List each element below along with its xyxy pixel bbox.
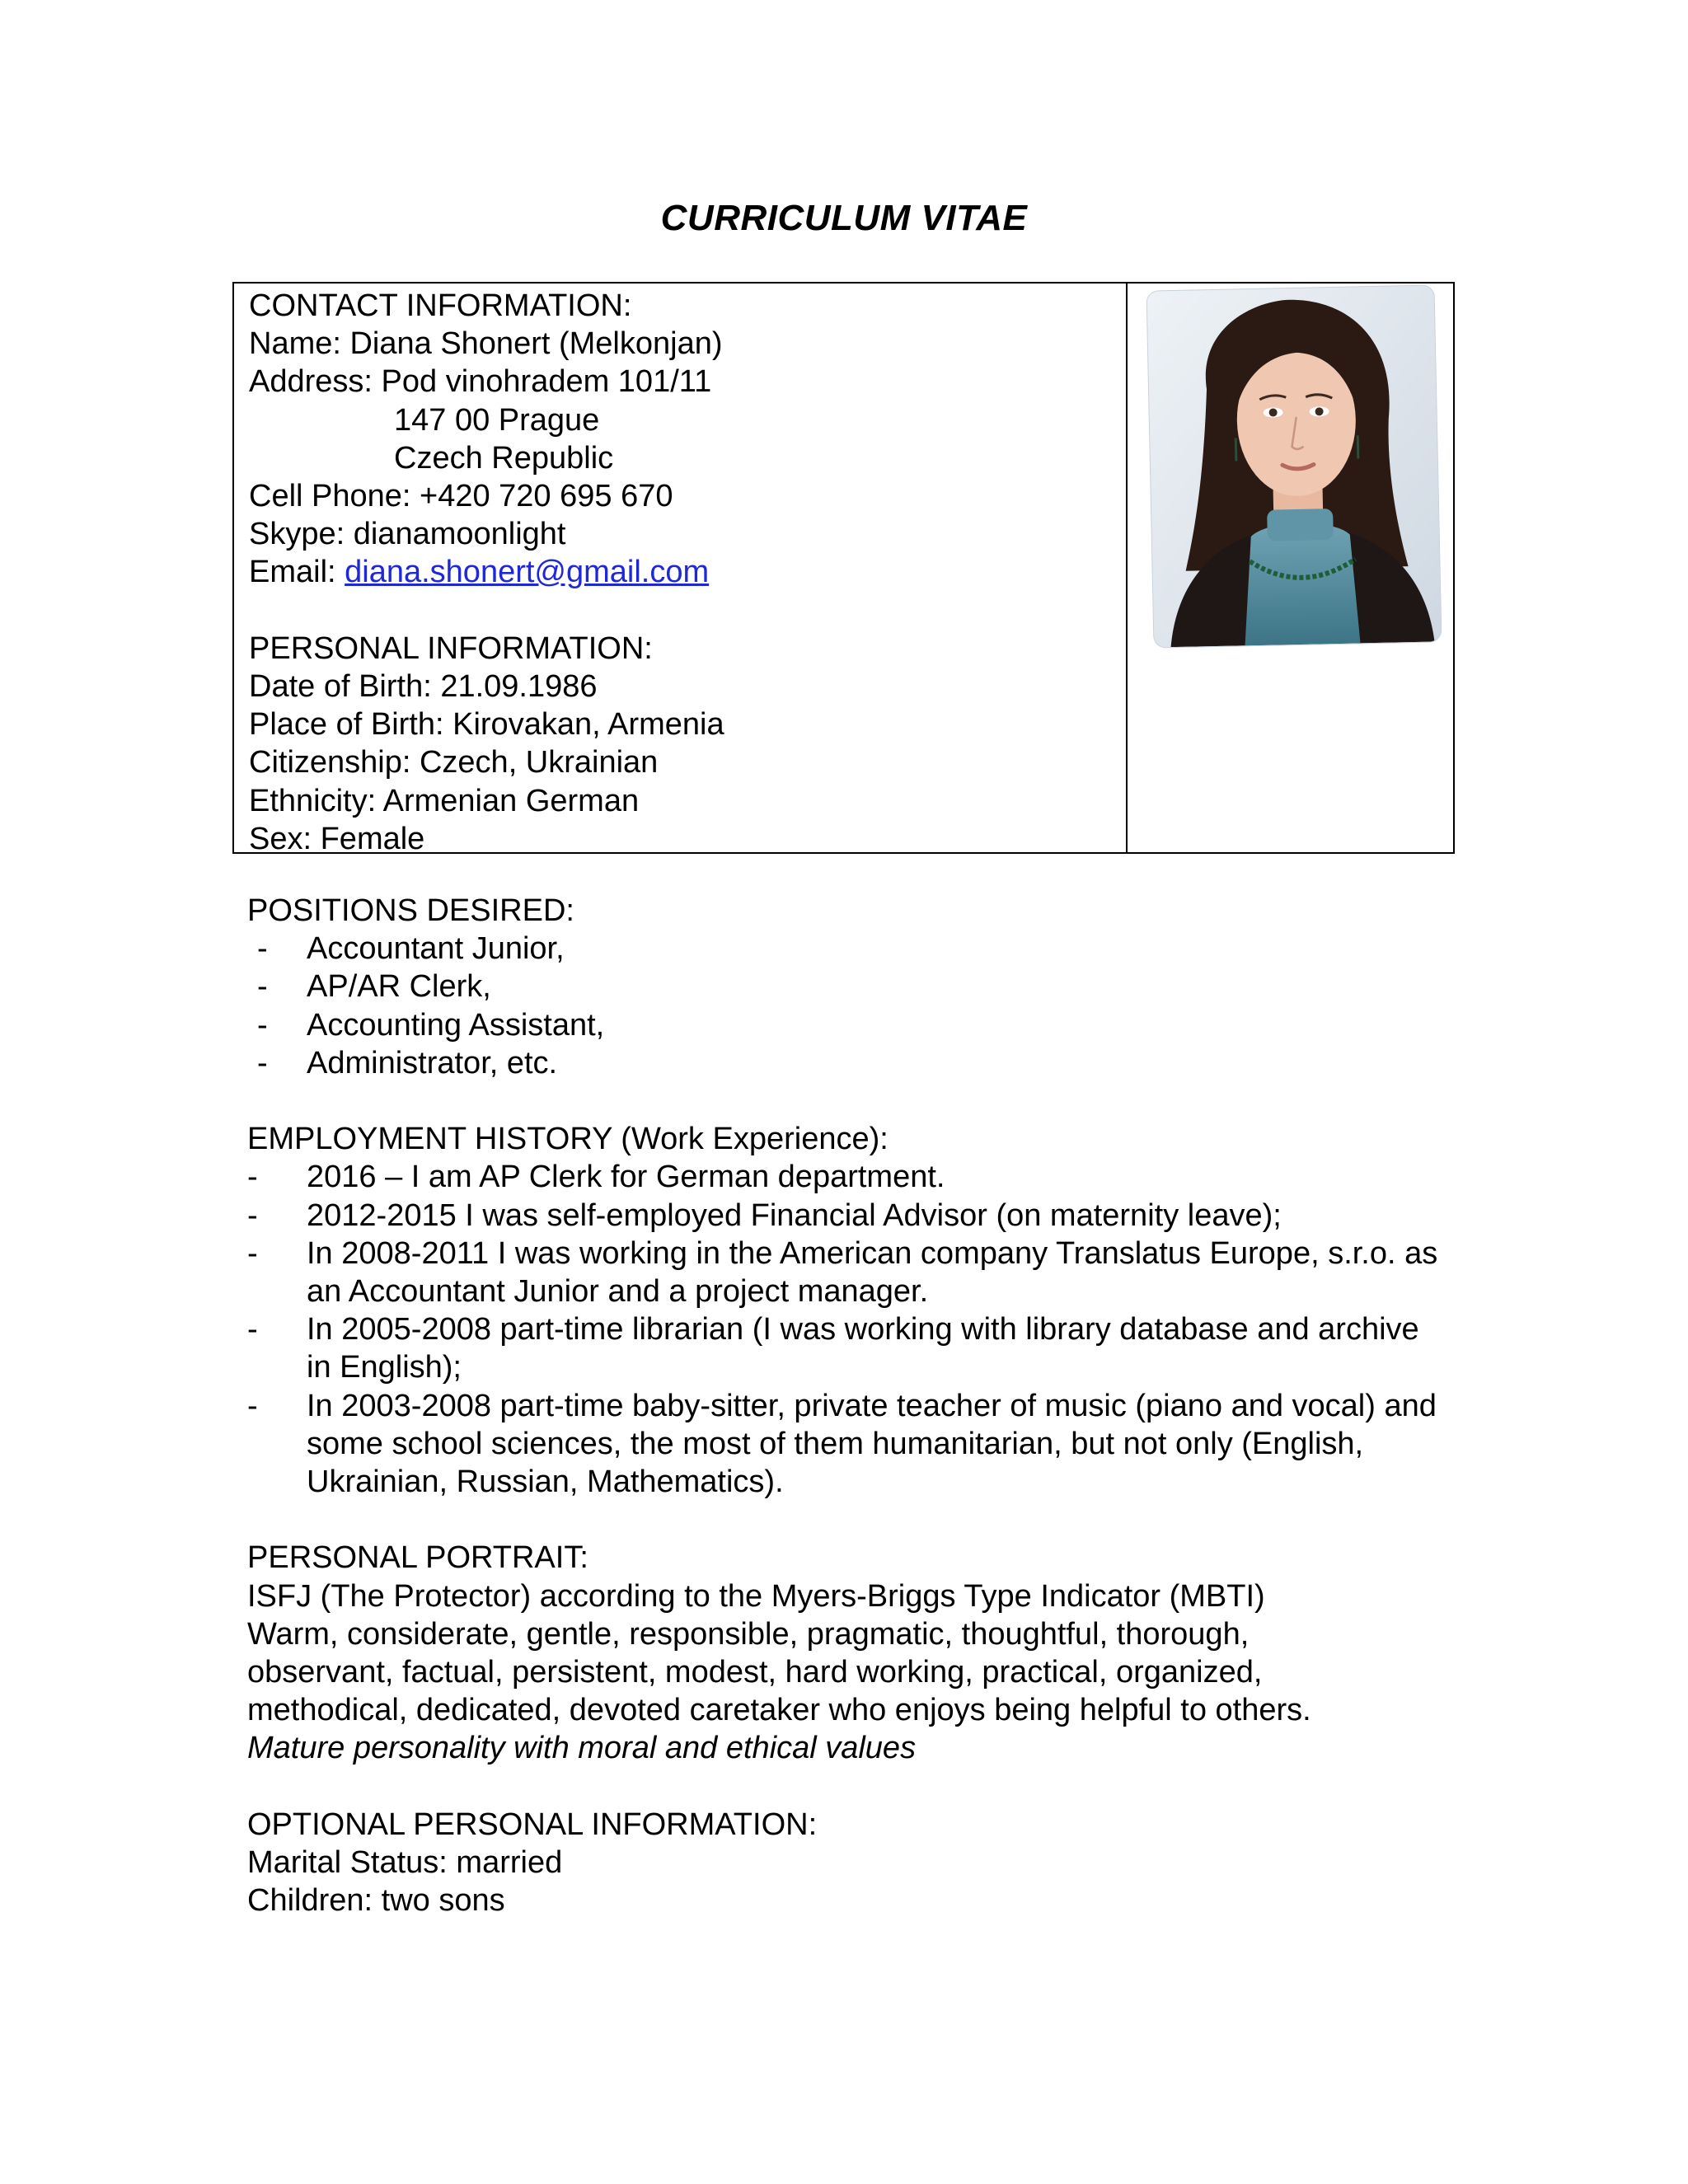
contact-email-row (249, 553, 1126, 591)
portrait-heading: PERSONAL PORTRAIT: (247, 1540, 588, 1576)
bullet-dash: - (257, 1007, 268, 1043)
spacer (247, 1082, 1451, 1120)
contact-email-label: Email: (249, 555, 345, 590)
contact-heading: CONTACT INFORMATION: (249, 288, 632, 323)
employment-item: 2012-2015 I was self-employed Financial Advisor (on maternity leave); (307, 1197, 1282, 1233)
contact-info-cell (234, 284, 1128, 856)
portrait-line: ISFJ (The Protector) according to the Myers-Briggs Type Indicator (MBTI) (247, 1578, 1265, 1614)
list-item (247, 1387, 1451, 1502)
contact-address-line3: Czech Republic (394, 440, 614, 476)
personal-ethnicity: Ethnicity: Armenian German (249, 783, 640, 818)
spacer (247, 1768, 1451, 1806)
list-item (247, 1235, 1451, 1310)
photo-cell (1128, 284, 1453, 852)
bullet-dash: - (257, 969, 268, 1005)
employment-item: In 2003-2008 part-time baby-sitter, private teacher of music (piano and vocal) and some school sciences, the most of them humanitarian, but not only (English, Ukrainian, Russian, Mathematics). (307, 1388, 1437, 1500)
profile-photo (1147, 285, 1442, 647)
list-item (247, 1158, 1451, 1196)
optional-marital: Marital Status: married (247, 1845, 563, 1881)
personal-citizenship: Citizenship: Czech, Ukrainian (249, 745, 659, 780)
portrait-line: Warm, considerate, gentle, responsible, pragmatic, thoughtful, thorough, (247, 1616, 1250, 1652)
contact-phone: Cell Phone: +420 720 695 670 (249, 479, 673, 514)
employment-item: 2016 – I am AP Clerk for German department. (307, 1160, 945, 1195)
optional-heading: OPTIONAL PERSONAL INFORMATION: (247, 1807, 818, 1842)
page-title: CURRICULUM VITAE (660, 198, 1028, 238)
list-item (247, 1197, 1451, 1235)
personal-heading: PERSONAL INFORMATION: (249, 630, 653, 666)
position-item: Administrator, etc. (307, 1045, 558, 1080)
employment-item: In 2005-2008 part-time librarian (I was working with library database and archive in English); (307, 1312, 1419, 1385)
portrait-line: observant, factual, persistent, modest, hard working, practical, organized, (247, 1655, 1263, 1690)
contact-table (232, 282, 1455, 854)
contact-skype: Skype: dianamoonlight (249, 517, 566, 552)
bullet-dash: - (247, 1197, 258, 1233)
position-item: Accounting Assistant, (307, 1007, 605, 1043)
bullet-dash: - (247, 1160, 258, 1195)
portrait-line: methodical, dedicated, devoted caretaker who enjoys being helpful to others. (247, 1693, 1311, 1728)
contact-address-line2: 147 00 Prague (394, 402, 600, 438)
list-item (247, 1006, 1451, 1044)
position-item: Accountant Junior, (307, 931, 565, 967)
cv-body (247, 892, 1451, 1919)
spacer (247, 1501, 1451, 1539)
list-item (247, 968, 1451, 1005)
contact-name: Name: Diana Shonert (Melkonjan) (249, 326, 723, 362)
list-item (247, 930, 1451, 968)
portrait-summary: Mature personality with moral and ethical values (247, 1731, 917, 1766)
bullet-dash: - (257, 931, 268, 967)
bullet-dash: - (247, 1235, 258, 1271)
positions-heading: POSITIONS DESIRED: (247, 893, 574, 928)
email-link[interactable]: diana.shonert@gmail.com (345, 555, 710, 590)
spacer (249, 592, 1126, 630)
position-item: AP/AR Clerk, (307, 969, 491, 1005)
personal-sex: Sex: Female (249, 821, 425, 856)
employment-heading: EMPLOYMENT HISTORY (Work Experience): (247, 1122, 889, 1157)
personal-dob: Date of Birth: 21.09.1986 (249, 669, 598, 705)
optional-children: Children: two sons (247, 1883, 505, 1919)
bullet-dash: - (247, 1312, 258, 1347)
list-item (247, 1044, 1451, 1082)
list-item (247, 1310, 1451, 1386)
bullet-dash: - (257, 1045, 268, 1080)
personal-pob: Place of Birth: Kirovakan, Armenia (249, 707, 724, 743)
employment-item: In 2008-2011 I was working in the American company Translatus Europe, s.r.o. as an Accountant Junior and a project manager. (307, 1235, 1438, 1310)
bullet-dash: - (247, 1388, 258, 1423)
contact-address-line1: Address: Pod vinohradem 101/11 (249, 364, 712, 400)
